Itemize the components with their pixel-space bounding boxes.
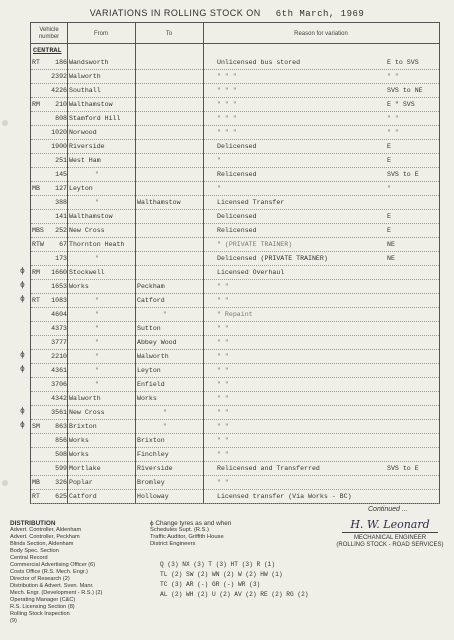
from-cell: Thornton Heath xyxy=(69,241,125,248)
distribution-item: Commercial Advertising Officer (6) xyxy=(10,562,96,568)
row-divider xyxy=(31,139,439,140)
header-reason: Reason for variation xyxy=(294,31,348,37)
vehicle-number: 4226 xyxy=(51,87,67,94)
row-divider xyxy=(31,419,439,420)
to-cell: Brixton xyxy=(137,437,165,444)
reason-cell: Unlicensed bus stored xyxy=(217,59,301,66)
tyre-change-mark: ϕ xyxy=(20,407,25,416)
row-divider xyxy=(31,181,439,182)
vehicle-number: 1020 xyxy=(51,129,67,136)
vehicle-number: 2392 xyxy=(51,73,67,80)
reason-cell: " " xyxy=(217,451,229,458)
from-cell: " xyxy=(95,325,99,332)
reason-cell: " " xyxy=(217,297,229,304)
reason-cell: " xyxy=(217,185,221,192)
row-divider xyxy=(31,405,439,406)
reason-cell: " (PRIVATE TRAINER) xyxy=(217,241,293,248)
reason-cell: " " xyxy=(217,395,229,402)
reason-cell: " " " xyxy=(217,87,237,94)
to-cell: Leyton xyxy=(137,367,161,374)
row-divider xyxy=(31,503,439,504)
to-cell: Works xyxy=(137,395,157,402)
from-cell: Stockwell xyxy=(69,269,105,276)
tyre-change-mark: ϕ xyxy=(20,365,25,374)
vehicle-number: 625 xyxy=(55,493,67,500)
tyre-note: ϕ Change tyres as and when xyxy=(150,520,232,527)
vehicle-number: 2210 xyxy=(51,353,67,360)
signature-subtitle: (ROLLING STOCK - ROAD SERVICES) xyxy=(336,542,444,548)
vehicle-number: 3561 xyxy=(51,409,67,416)
from-cell: Walthamstow xyxy=(69,213,113,220)
to-cell: Peckham xyxy=(137,283,165,290)
status-cell: NE xyxy=(387,255,395,262)
vehicle-number: 4373 xyxy=(51,325,67,332)
reason-cell: Relicensed xyxy=(217,227,257,234)
row-divider xyxy=(31,363,439,364)
vehicle-number: 4361 xyxy=(51,367,67,374)
punch-hole xyxy=(2,120,8,126)
vehicle-number: 863 xyxy=(55,423,67,430)
signature-block xyxy=(336,518,444,549)
from-cell: " xyxy=(95,297,99,304)
distribution-item: Operating Manager (C&C) xyxy=(10,597,76,603)
to-cell: Finchley xyxy=(137,451,169,458)
reason-cell: " " " xyxy=(217,101,237,108)
vehicle-number: 4342 xyxy=(51,395,67,402)
title-text: VARIATIONS IN ROLLING STOCK ON xyxy=(89,8,261,18)
reason-cell: " " xyxy=(217,423,229,430)
row-divider xyxy=(31,195,439,196)
reason-cell: " xyxy=(217,157,221,164)
middle-items xyxy=(150,527,310,548)
status-cell: " " xyxy=(387,115,399,122)
garage-code-line: Q (3) NX (3) T (3) HT (3) R (1) xyxy=(160,561,276,568)
vehicle-number: 808 xyxy=(55,115,67,122)
from-cell: West Ham xyxy=(69,157,101,164)
from-cell: Works xyxy=(69,283,89,290)
to-cell: Walworth xyxy=(137,353,169,360)
distribution-item: Central Record xyxy=(10,555,48,561)
middle-item: Traffic Auditor, Griffith House xyxy=(150,534,224,540)
vehicle-number: 4604 xyxy=(51,311,67,318)
signature: H. W. Leonard xyxy=(350,518,430,531)
vehicle-class: RT xyxy=(32,493,40,500)
from-cell: " xyxy=(95,199,99,206)
status-cell: SVS to E xyxy=(387,465,419,472)
from-cell: Mortlake xyxy=(69,465,101,472)
row-divider xyxy=(31,265,439,266)
reason-cell: " " " xyxy=(217,73,237,80)
to-cell: Sutton xyxy=(137,325,161,332)
signature-line xyxy=(342,532,438,533)
vehicle-class: MB xyxy=(32,479,40,486)
row-divider xyxy=(31,251,439,252)
column-divider xyxy=(67,23,68,503)
distribution-item: Distribution & Advert. Sven. Manr. xyxy=(10,583,94,589)
vehicle-number: 251 xyxy=(55,157,67,164)
column-divider xyxy=(203,23,204,503)
punch-hole xyxy=(2,480,8,486)
row-divider xyxy=(31,461,439,462)
status-cell: " " xyxy=(387,129,399,136)
from-cell: Stamford Hill xyxy=(69,115,121,122)
row-divider xyxy=(31,111,439,112)
header-vehicle: Vehicle number xyxy=(38,27,60,40)
vehicle-class: RM xyxy=(32,269,40,276)
vehicle-number: 1083 xyxy=(51,297,67,304)
row-divider xyxy=(31,349,439,350)
vehicle-number: 67 xyxy=(59,241,67,248)
tyre-change-mark: ϕ xyxy=(20,421,25,430)
row-divider xyxy=(31,433,439,434)
from-cell: Poplar xyxy=(69,479,93,486)
reason-cell: Delicensed xyxy=(217,143,257,150)
row-divider xyxy=(31,335,439,336)
vehicle-number: 388 xyxy=(55,199,67,206)
continued-note: Continued ... xyxy=(368,506,408,513)
distribution-item: R.S. Licensing Section (8) xyxy=(10,604,75,610)
vehicle-number: 856 xyxy=(55,437,67,444)
row-divider xyxy=(31,475,439,476)
status-cell: E xyxy=(387,157,391,164)
to-cell: " xyxy=(163,311,167,318)
row-divider xyxy=(31,377,439,378)
row-divider xyxy=(31,447,439,448)
to-cell: Enfield xyxy=(137,381,165,388)
reason-cell: " " " xyxy=(217,129,237,136)
to-cell: Holloway xyxy=(137,493,169,500)
distribution-item: Costs Office (R.S. Mech. Engr.) xyxy=(10,569,88,575)
middle-note xyxy=(150,520,310,548)
garage-code-line: TC (3) AR (-) GR (-) WR (3) xyxy=(160,581,261,588)
reason-cell: Licensed Transfer xyxy=(217,199,285,206)
row-divider xyxy=(31,237,439,238)
row-divider xyxy=(31,97,439,98)
status-cell: SVS to E xyxy=(387,171,419,178)
vehicle-number: 508 xyxy=(55,451,67,458)
status-cell: NE xyxy=(387,241,395,248)
row-divider xyxy=(31,153,439,154)
reason-cell: Relicensed xyxy=(217,171,257,178)
vehicle-class: RT xyxy=(32,297,40,304)
vehicle-class: MB xyxy=(32,185,40,192)
signature-title: MECHANICAL ENGINEER xyxy=(353,535,427,541)
from-cell: " xyxy=(95,255,99,262)
header-from: From xyxy=(94,31,108,37)
from-cell: New Cross xyxy=(69,227,105,234)
distribution-item: Advert. Controller, Peckham xyxy=(10,534,80,540)
from-cell: " xyxy=(95,171,99,178)
vehicle-class: RM xyxy=(32,101,40,108)
distribution-item: Blinds Section, Aldenham xyxy=(10,541,74,547)
reason-cell: " " xyxy=(217,437,229,444)
vehicle-number: 210 xyxy=(55,101,67,108)
vehicle-number: 599 xyxy=(55,465,67,472)
from-cell: Southall xyxy=(69,87,101,94)
status-cell: SVS to NE xyxy=(387,87,423,94)
row-divider xyxy=(31,391,439,392)
to-cell: " xyxy=(163,409,167,416)
status-cell: E to SVS xyxy=(387,59,419,66)
from-cell: " xyxy=(95,339,99,346)
status-cell: E " SVS xyxy=(387,101,415,108)
from-cell: " xyxy=(95,353,99,360)
from-cell: " xyxy=(95,311,99,318)
from-cell: Riverside xyxy=(69,143,105,150)
page-title xyxy=(0,8,454,19)
reason-cell: Relicensed and Transferred xyxy=(217,465,320,472)
from-cell: " xyxy=(95,367,99,374)
row-divider xyxy=(31,223,439,224)
tyre-change-mark: ϕ xyxy=(20,267,25,276)
middle-item: District Engineers xyxy=(150,541,196,547)
tyre-change-mark: ϕ xyxy=(20,281,25,290)
garage-code-line: TL (2) SW (2) WN (2) W (2) HW (1) xyxy=(160,571,283,578)
vehicle-class: SM xyxy=(32,423,40,430)
distribution-item: Mech. Engr. (Development - R.S.) (2) xyxy=(10,590,103,596)
header-to: To xyxy=(165,31,173,37)
from-cell: New Cross xyxy=(69,409,105,416)
distribution-item: (9) xyxy=(10,618,17,624)
from-cell: Wandsworth xyxy=(69,59,109,66)
status-cell: " " xyxy=(387,73,399,80)
distribution-item: Director of Research (2) xyxy=(10,576,70,582)
status-cell: E xyxy=(387,227,391,234)
vehicle-number: 326 xyxy=(55,479,67,486)
to-cell: Bromley xyxy=(137,479,165,486)
vehicle-number: 127 xyxy=(55,185,67,192)
reason-cell: " " " xyxy=(217,115,237,122)
to-cell: " xyxy=(163,423,167,430)
row-divider xyxy=(31,489,439,490)
status-cell: " xyxy=(387,185,391,192)
distribution-heading: DISTRIBUTION xyxy=(10,520,56,527)
vehicle-number: 186 xyxy=(55,59,67,66)
vehicle-number: 1653 xyxy=(51,283,67,290)
from-cell: Works xyxy=(69,451,89,458)
row-divider xyxy=(31,167,439,168)
row-divider xyxy=(31,307,439,308)
vehicle-class: RTW xyxy=(32,241,44,248)
row-divider xyxy=(31,209,439,210)
reason-cell: " " xyxy=(217,367,229,374)
distribution-item: Body Spec. Section xyxy=(10,548,59,554)
to-cell: Walthamstow xyxy=(137,199,181,206)
status-cell: E xyxy=(387,213,391,220)
garage-codes xyxy=(160,560,350,600)
vehicle-number: 141 xyxy=(55,213,67,220)
vehicle-class: RT xyxy=(32,59,40,66)
vehicle-number: 252 xyxy=(55,227,67,234)
vehicle-class: MBS xyxy=(32,227,44,234)
row-divider xyxy=(31,279,439,280)
row-divider xyxy=(31,125,439,126)
reason-cell: Delicensed xyxy=(217,213,257,220)
from-cell: Leyton xyxy=(69,185,93,192)
status-cell: E xyxy=(387,143,391,150)
middle-item: Schedules Supt. (R.S.) xyxy=(150,527,209,533)
from-cell: Walworth xyxy=(69,395,101,402)
variations-table xyxy=(30,22,440,504)
reason-cell: " Repaint xyxy=(217,311,253,318)
reason-cell: Delicensed (PRIVATE TRAINER) xyxy=(217,255,328,262)
to-cell: Abbey Wood xyxy=(137,339,177,346)
garage-code-line: AL (2) WH (2) U (2) AV (2) RE (2) RG (2) xyxy=(160,591,309,598)
row-divider xyxy=(31,69,439,70)
from-cell: " xyxy=(95,381,99,388)
reason-cell: " " xyxy=(217,339,229,346)
reason-cell: " " xyxy=(217,325,229,332)
reason-cell: Licensed Overhaul xyxy=(217,269,285,276)
tyre-change-mark: ϕ xyxy=(20,351,25,360)
to-cell: Riverside xyxy=(137,465,173,472)
row-divider xyxy=(31,83,439,84)
vehicle-number: 145 xyxy=(55,171,67,178)
vehicle-number: 1900 xyxy=(51,143,67,150)
to-cell: Catford xyxy=(137,297,165,304)
vehicle-number: 3706 xyxy=(51,381,67,388)
column-divider xyxy=(135,23,136,503)
reason-cell: " " xyxy=(217,381,229,388)
from-cell: Works xyxy=(69,437,89,444)
from-cell: Brixton xyxy=(69,423,97,430)
from-cell: Catford xyxy=(69,493,97,500)
reason-cell: " " xyxy=(217,283,229,290)
from-cell: Walworth xyxy=(69,73,101,80)
reason-cell: " " xyxy=(217,409,229,416)
reason-cell: Licensed transfer (Via Works - BC) xyxy=(217,493,352,500)
from-cell: Norwood xyxy=(69,129,97,136)
reason-cell: " " xyxy=(217,353,229,360)
vehicle-number: 173 xyxy=(55,255,67,262)
section-label: CENTRAL xyxy=(33,47,62,55)
distribution-item: Advert. Controller, Aldenham xyxy=(10,527,82,533)
vehicle-number: 1660 xyxy=(51,269,67,276)
title-date: 6th March, 1969 xyxy=(275,9,365,19)
row-divider xyxy=(31,321,439,322)
row-divider xyxy=(31,293,439,294)
vehicle-number: 3777 xyxy=(51,339,67,346)
from-cell: Walthamstow xyxy=(69,101,113,108)
distribution-item: Rolling Stock Inspection xyxy=(10,611,70,617)
header-divider xyxy=(31,43,439,44)
reason-cell: " " xyxy=(217,479,229,486)
tyre-change-mark: ϕ xyxy=(20,295,25,304)
